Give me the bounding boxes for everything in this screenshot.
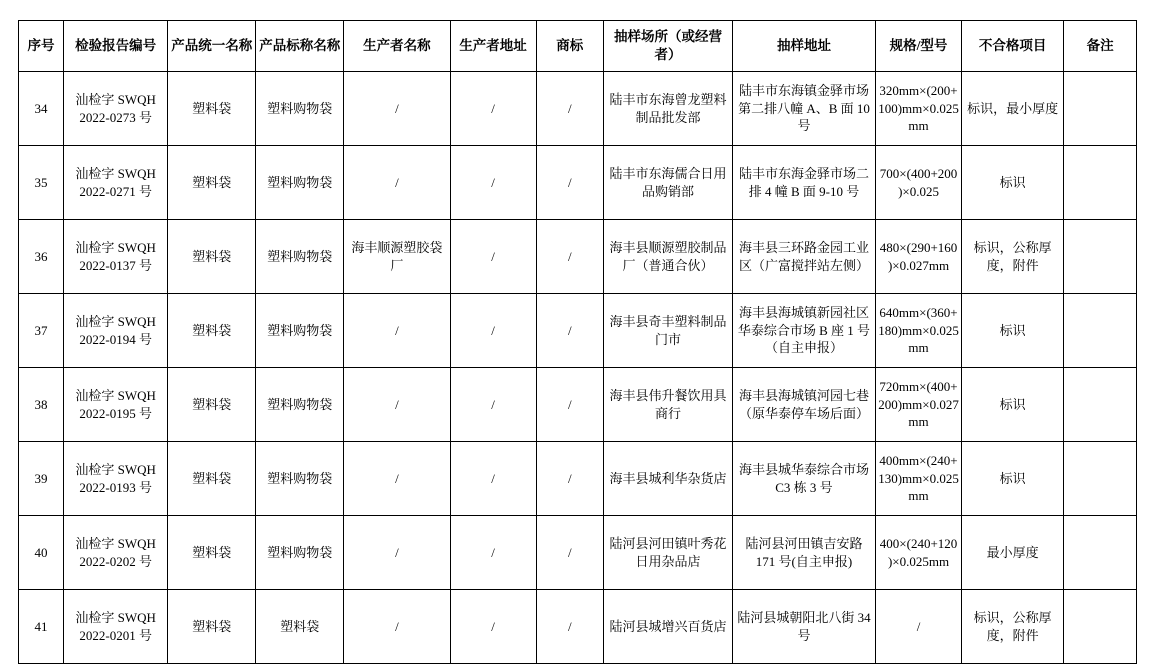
- cell-trademark: /: [536, 368, 604, 442]
- table-row: [19, 220, 1137, 294]
- cell-remark: [1064, 516, 1137, 590]
- cell-report-no: 汕检字 SWQH 2022-0137 号: [64, 220, 168, 294]
- cell-declared-name: 塑料购物袋: [256, 220, 344, 294]
- cell-unified-name: 塑料袋: [168, 220, 256, 294]
- cell-producer-name: /: [344, 146, 450, 220]
- column-header-unified-name: 产品统一名称: [168, 21, 256, 72]
- cell-producer-address: /: [450, 516, 536, 590]
- cell-spec-model: 640mm×(360+180)mm×0.025mm: [876, 294, 962, 368]
- cell-failed-items: 标识: [961, 368, 1063, 442]
- cell-seq: 38: [19, 368, 64, 442]
- table-row: [19, 442, 1137, 516]
- cell-seq: 35: [19, 146, 64, 220]
- table-row: [19, 294, 1137, 368]
- cell-failed-items: 最小厚度: [961, 516, 1063, 590]
- cell-report-no: 汕检字 SWQH 2022-0193 号: [64, 442, 168, 516]
- cell-declared-name: 塑料购物袋: [256, 442, 344, 516]
- cell-declared-name: 塑料购物袋: [256, 368, 344, 442]
- column-header-remark: 备注: [1064, 21, 1137, 72]
- cell-producer-address: /: [450, 72, 536, 146]
- cell-unified-name: 塑料袋: [168, 146, 256, 220]
- cell-sampling-address: 海丰县海城镇新园社区华泰综合市场 B 座 1 号（自主申报）: [732, 294, 875, 368]
- table-row: [19, 590, 1137, 664]
- cell-seq: 34: [19, 72, 64, 146]
- cell-remark: [1064, 590, 1137, 664]
- table-header-row: [19, 21, 1137, 72]
- cell-producer-name: /: [344, 590, 450, 664]
- cell-producer-name: /: [344, 368, 450, 442]
- cell-sampling-address: 陆河县河田镇吉安路 171 号(自主申报): [732, 516, 875, 590]
- cell-seq: 40: [19, 516, 64, 590]
- column-header-spec-model: 规格/型号: [876, 21, 962, 72]
- table-header: [19, 21, 1137, 72]
- cell-seq: 41: [19, 590, 64, 664]
- cell-failed-items: 标识: [961, 442, 1063, 516]
- cell-producer-address: /: [450, 220, 536, 294]
- cell-sampling-place: 陆丰市东海儒合日用品购销部: [604, 146, 733, 220]
- cell-report-no: 汕检字 SWQH 2022-0201 号: [64, 590, 168, 664]
- cell-sampling-address: 陆丰市东海镇金驿市场第二排八幢 A、B 面 10 号: [732, 72, 875, 146]
- cell-trademark: /: [536, 220, 604, 294]
- cell-remark: [1064, 146, 1137, 220]
- cell-sampling-place: 海丰县伟升餐饮用具商行: [604, 368, 733, 442]
- cell-spec-model: /: [876, 590, 962, 664]
- cell-unified-name: 塑料袋: [168, 368, 256, 442]
- cell-seq: 39: [19, 442, 64, 516]
- cell-sampling-place: 海丰县城利华杂货店: [604, 442, 733, 516]
- cell-declared-name: 塑料购物袋: [256, 72, 344, 146]
- cell-seq: 36: [19, 220, 64, 294]
- cell-remark: [1064, 220, 1137, 294]
- cell-report-no: 汕检字 SWQH 2022-0202 号: [64, 516, 168, 590]
- cell-failed-items: 标识，最小厚度: [961, 72, 1063, 146]
- cell-trademark: /: [536, 516, 604, 590]
- cell-sampling-place: 海丰县顺源塑胶制品厂（普通合伙）: [604, 220, 733, 294]
- cell-trademark: /: [536, 146, 604, 220]
- table-row: [19, 368, 1137, 442]
- cell-report-no: 汕检字 SWQH 2022-0271 号: [64, 146, 168, 220]
- cell-unified-name: 塑料袋: [168, 294, 256, 368]
- column-header-trademark: 商标: [536, 21, 604, 72]
- cell-spec-model: 720mm×(400+200)mm×0.027mm: [876, 368, 962, 442]
- cell-producer-name: 海丰顺源塑胶袋厂: [344, 220, 450, 294]
- cell-declared-name: 塑料购物袋: [256, 516, 344, 590]
- column-header-sampling-address: 抽样地址: [732, 21, 875, 72]
- cell-producer-name: /: [344, 72, 450, 146]
- inspection-results-table: [18, 20, 1137, 664]
- cell-spec-model: 480×(290+160)×0.027mm: [876, 220, 962, 294]
- cell-producer-address: /: [450, 442, 536, 516]
- table-row: [19, 146, 1137, 220]
- cell-declared-name: 塑料袋: [256, 590, 344, 664]
- cell-failed-items: 标识，公称厚度，附件: [961, 590, 1063, 664]
- cell-sampling-address: 陆丰市东海金驿市场二排 4 幢 B 面 9-10 号: [732, 146, 875, 220]
- cell-producer-address: /: [450, 146, 536, 220]
- cell-unified-name: 塑料袋: [168, 516, 256, 590]
- cell-sampling-address: 海丰县城华泰综合市场 C3 栋 3 号: [732, 442, 875, 516]
- cell-remark: [1064, 368, 1137, 442]
- column-header-report-no: 检验报告编号: [64, 21, 168, 72]
- cell-producer-name: /: [344, 516, 450, 590]
- cell-spec-model: 700×(400+200)×0.025: [876, 146, 962, 220]
- cell-remark: [1064, 72, 1137, 146]
- cell-sampling-address: 陆河县城朝阳北八街 34 号: [732, 590, 875, 664]
- table-row: [19, 72, 1137, 146]
- table-body: [19, 72, 1137, 664]
- cell-remark: [1064, 294, 1137, 368]
- column-header-seq: 序号: [19, 21, 64, 72]
- cell-failed-items: 标识: [961, 146, 1063, 220]
- cell-producer-address: /: [450, 590, 536, 664]
- cell-declared-name: 塑料购物袋: [256, 294, 344, 368]
- column-header-sampling-place: 抽样场所（或经营者）: [604, 21, 733, 72]
- column-header-declared-name: 产品标称名称: [256, 21, 344, 72]
- cell-sampling-address: 海丰县三环路金园工业区（广富搅拌站左侧）: [732, 220, 875, 294]
- cell-spec-model: 320mm×(200+100)mm×0.025mm: [876, 72, 962, 146]
- cell-seq: 37: [19, 294, 64, 368]
- cell-unified-name: 塑料袋: [168, 590, 256, 664]
- column-header-failed-items: 不合格项目: [961, 21, 1063, 72]
- cell-sampling-place: 陆河县河田镇叶秀花日用杂品店: [604, 516, 733, 590]
- cell-producer-name: /: [344, 294, 450, 368]
- column-header-producer-address: 生产者地址: [450, 21, 536, 72]
- cell-failed-items: 标识: [961, 294, 1063, 368]
- cell-trademark: /: [536, 590, 604, 664]
- cell-report-no: 汕检字 SWQH 2022-0195 号: [64, 368, 168, 442]
- cell-remark: [1064, 442, 1137, 516]
- cell-producer-address: /: [450, 294, 536, 368]
- cell-spec-model: 400×(240+120)×0.025mm: [876, 516, 962, 590]
- cell-trademark: /: [536, 442, 604, 516]
- cell-spec-model: 400mm×(240+130)mm×0.025mm: [876, 442, 962, 516]
- cell-sampling-place: 陆丰市东海曾龙塑料制品批发部: [604, 72, 733, 146]
- cell-producer-address: /: [450, 368, 536, 442]
- cell-declared-name: 塑料购物袋: [256, 146, 344, 220]
- cell-trademark: /: [536, 72, 604, 146]
- cell-unified-name: 塑料袋: [168, 72, 256, 146]
- cell-sampling-address: 海丰县海城镇河园七巷（原华泰停车场后面）: [732, 368, 875, 442]
- cell-unified-name: 塑料袋: [168, 442, 256, 516]
- table-row: [19, 516, 1137, 590]
- cell-sampling-place: 海丰县奇丰塑料制品门市: [604, 294, 733, 368]
- cell-trademark: /: [536, 294, 604, 368]
- cell-producer-name: /: [344, 442, 450, 516]
- cell-sampling-place: 陆河县城增兴百货店: [604, 590, 733, 664]
- cell-report-no: 汕检字 SWQH 2022-0273 号: [64, 72, 168, 146]
- cell-failed-items: 标识，公称厚度，附件: [961, 220, 1063, 294]
- column-header-producer-name: 生产者名称: [344, 21, 450, 72]
- cell-report-no: 汕检字 SWQH 2022-0194 号: [64, 294, 168, 368]
